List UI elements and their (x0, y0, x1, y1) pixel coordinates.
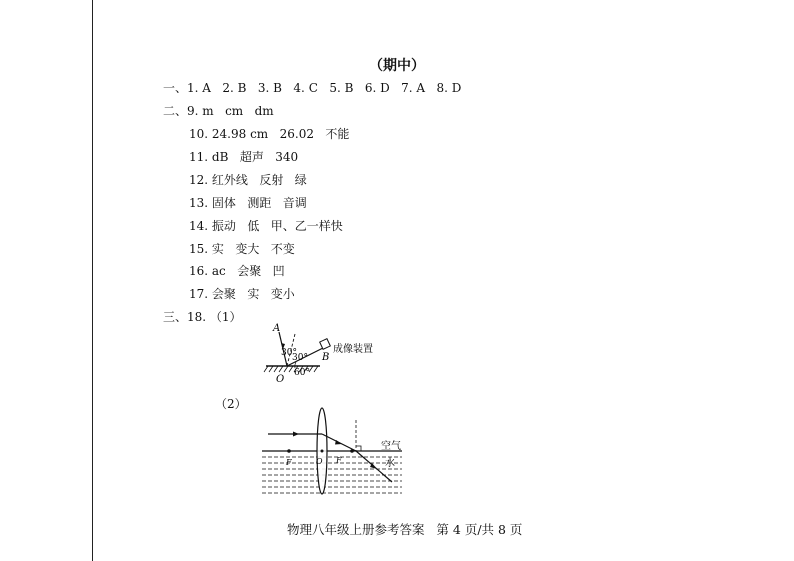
right-angle-marker (356, 446, 361, 451)
incoming-ray-arrow (293, 432, 299, 437)
device-label: 成像装置 (333, 344, 373, 355)
answer-line-13: 13. 固体 测距 音调 (189, 196, 307, 210)
water-hatching (262, 457, 402, 493)
answer-line-17: 17. 会聚 实 变小 (189, 287, 295, 301)
page-footer: 物理八年级上册参考答案 第 4 页/共 8 页 (287, 522, 523, 537)
answer-line-1: 一、1. A 2. B 3. B 4. C 5. B 6. D 7. A 8. D (163, 81, 462, 95)
focus-dot-right (350, 449, 354, 453)
answer-line-10: 10. 24.98 cm 26.02 不能 (189, 127, 350, 141)
optical-center-dot (321, 450, 324, 453)
label-focus-left: F (286, 458, 292, 467)
label-air: 空气 (381, 441, 401, 452)
label-water: 水 (385, 458, 395, 469)
answer-line-14: 14. 振动 低 甲、乙一样快 (189, 219, 343, 233)
part2-label: （2） (215, 397, 247, 411)
focus-dot-left (287, 449, 291, 453)
answer-line-18: 三、18. （1） (163, 310, 242, 324)
lens-ray-arrow (335, 440, 342, 445)
label-optical-center: O (316, 457, 323, 466)
label-b: B (322, 352, 330, 363)
answer-line-9: 二、9. m cm dm (163, 104, 274, 118)
answer-line-16: 16. ac 会聚 凹 (189, 264, 285, 278)
angle-label-1: 30° (281, 348, 297, 358)
section-title: （期中） (369, 58, 425, 74)
answer-line-12: 12. 红外线 反射 绿 (189, 173, 307, 187)
angle-label-2: 30° (292, 353, 308, 363)
answer-line-11: 11. dB 超声 340 (189, 150, 299, 164)
label-o: O (276, 374, 285, 385)
angle-label-3: 60° (294, 368, 310, 378)
label-focus-right: F (336, 456, 342, 465)
answer-line-15: 15. 实 变大 不变 (189, 242, 295, 256)
label-a: A (273, 323, 281, 334)
